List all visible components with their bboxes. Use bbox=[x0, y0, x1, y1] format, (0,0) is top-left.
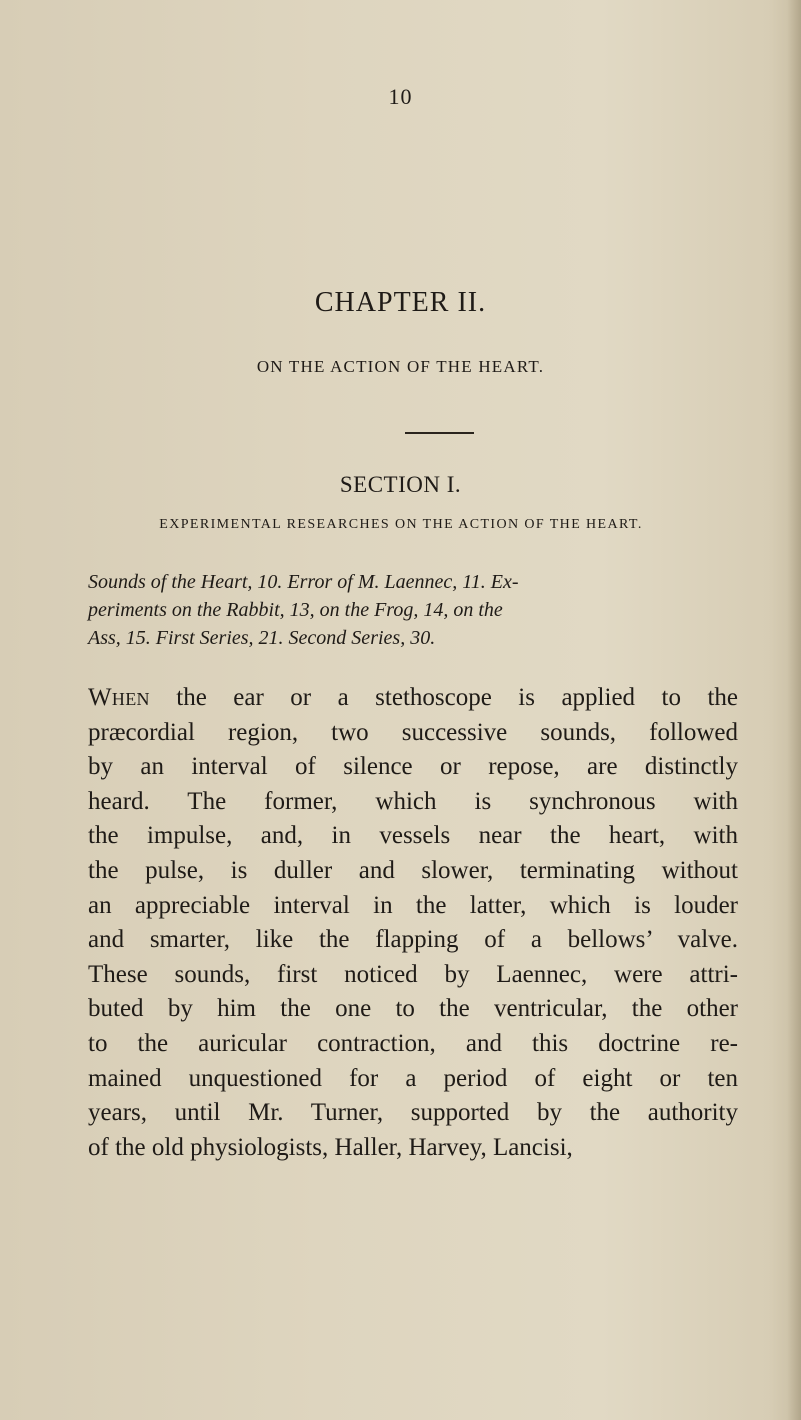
body-line: the impulse, and, in vessels near the heart, with bbox=[88, 822, 738, 850]
summary-line: Ass, 15. First Series, 21. Second Series, 30. bbox=[88, 627, 436, 649]
summary-line: Sounds of the Heart, 10. Error of M. Laennec, 11. Ex- bbox=[88, 571, 519, 593]
body-line: by an interval of silence or repose, are distinctly bbox=[88, 753, 738, 781]
page-number: 10 bbox=[388, 84, 413, 109]
section-subtitle: EXPERIMENTAL RESEARCHES ON THE ACTION OF THE HEART. bbox=[159, 517, 643, 532]
body-line: These sounds, first noticed by Laennec, were attri- bbox=[88, 960, 738, 988]
body-line: of the old physiologists, Haller, Harvey, Lancisi, bbox=[88, 1133, 573, 1161]
chapter-title: CHAPTER II. bbox=[314, 287, 487, 318]
body-line: years, until Mr. Turner, supported by the authority bbox=[88, 1099, 738, 1127]
chapter-subtitle: ON THE ACTION OF THE HEART. bbox=[256, 357, 545, 376]
body-line-text: the ear or a stethoscope is applied to the bbox=[149, 684, 738, 711]
summary-line: periments on the Rabbit, 13, on the Frog, 14, on the bbox=[88, 599, 503, 621]
drop-word: When bbox=[88, 684, 150, 711]
section-title: SECTION I. bbox=[339, 472, 462, 497]
body-line: præcordial region, two successive sounds, followed bbox=[88, 718, 738, 746]
body-line: an appreciable interval in the latter, which is louder bbox=[88, 891, 738, 919]
section-divider-rule bbox=[405, 432, 474, 434]
body-line: mained unquestioned for a period of eight or ten bbox=[88, 1064, 738, 1092]
body-line: to the auricular contraction, and this doctrine re- bbox=[88, 1029, 738, 1057]
body-paragraph bbox=[88, 681, 738, 1165]
body-line bbox=[88, 681, 738, 716]
body-line: the pulse, is duller and slower, terminating without bbox=[88, 856, 738, 884]
page-edge-shadow bbox=[787, 0, 801, 1420]
body-line: and smarter, like the flapping of a bellows’ valve. bbox=[88, 926, 738, 954]
body-line: buted by him the one to the ventricular, the other bbox=[88, 995, 738, 1023]
section-summary bbox=[88, 568, 738, 652]
body-line: heard. The former, which is synchronous with bbox=[88, 787, 738, 815]
